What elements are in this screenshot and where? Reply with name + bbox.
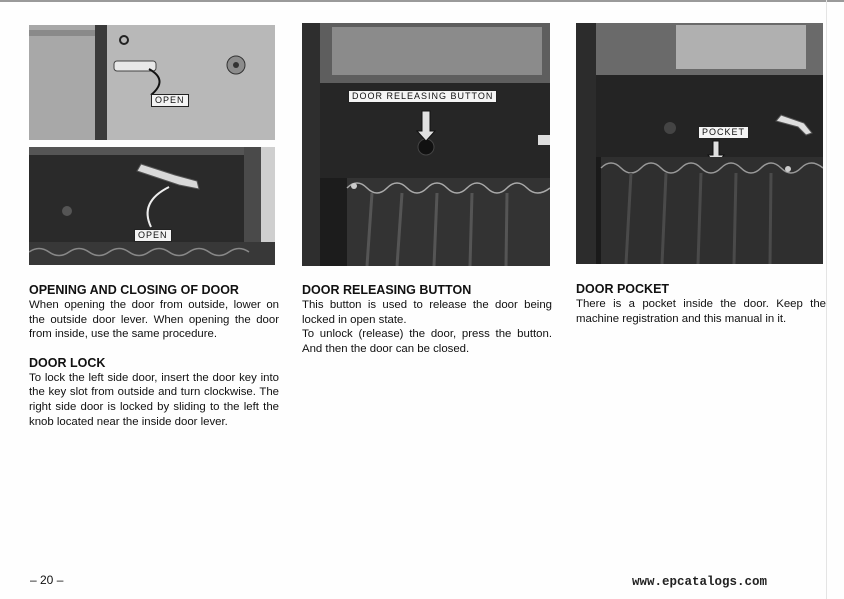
heading-door-pocket: DOOR POCKET — [576, 282, 670, 296]
text-door-releasing-button-1: This button is used to release the door being locked in open state. — [302, 299, 552, 326]
door-releasing-button-label: DOOR RELEASING BUTTON — [348, 90, 497, 103]
open-label-2: OPEN — [134, 229, 172, 242]
heading-opening-closing-door: OPENING AND CLOSING OF DOOR — [29, 283, 239, 297]
photo-door-releasing-button — [302, 23, 550, 266]
column-door-pocket — [576, 282, 826, 326]
open-label-1: OPEN — [151, 94, 189, 107]
text-door-lock: To lock the left side door, insert the door key into the key slot from outside and turn clockwise. The right side door is locked by sliding to the left the knob located near the inside door lever. — [29, 371, 279, 428]
photo-inside-door-lever — [29, 147, 275, 265]
top-rule — [0, 0, 844, 2]
heading-door-releasing-button: DOOR RELEASING BUTTON — [302, 283, 472, 297]
text-door-pocket: There is a pocket inside the door. Keep the machine registration and this manual in it. — [576, 298, 826, 325]
column-releasing-button — [302, 283, 552, 356]
footer-url: www.epcatalogs.com — [632, 575, 768, 589]
heading-door-lock: DOOR LOCK — [29, 355, 106, 370]
text-door-releasing-button-2: To unlock (release) the door, press the button. And then the door can be closed. — [302, 328, 552, 355]
photo-outside-door-lever — [29, 25, 275, 140]
right-edge-rule — [826, 0, 827, 599]
page-number: – 20 – — [30, 573, 64, 587]
pocket-label: POCKET — [698, 126, 749, 139]
column-opening-and-lock — [29, 283, 279, 429]
photo-door-pocket — [576, 23, 823, 264]
text-opening-closing-door: When opening the door from outside, lower on the outside door lever. When opening the door from inside, use the same procedure. — [29, 299, 279, 341]
